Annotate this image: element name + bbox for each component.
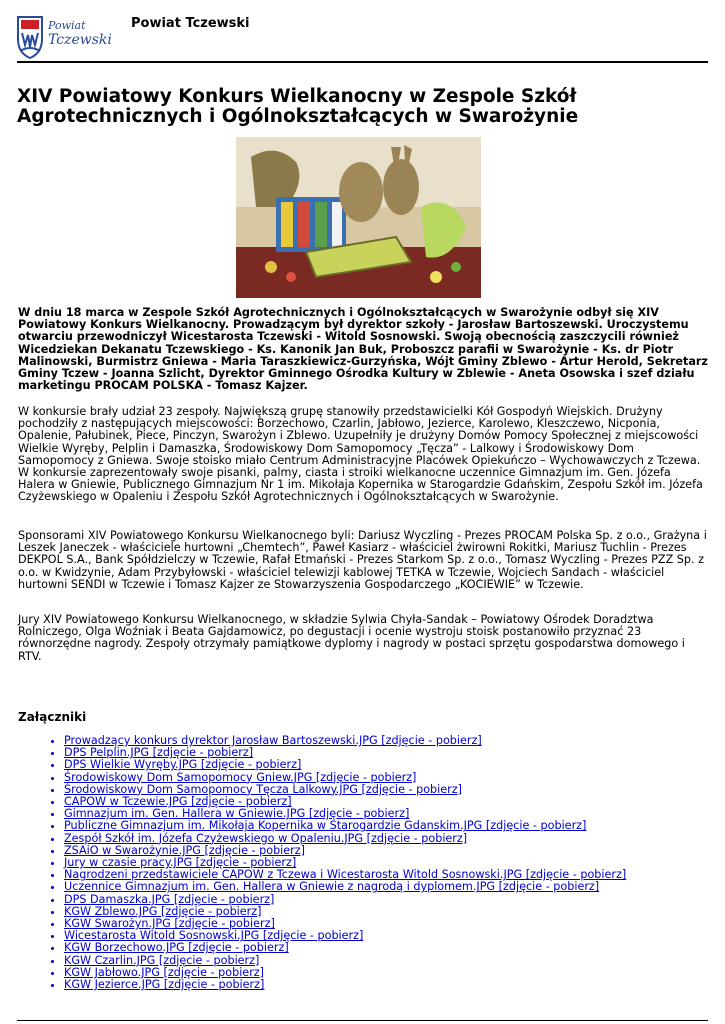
attachment-link[interactable]: KGW Jabłowo.JPG [zdjęcie - pobierz] xyxy=(64,965,265,979)
attachments-heading: Załączniki xyxy=(18,710,87,724)
attachment-link[interactable]: Środowiskowy Dom Samopomocy Gniew.JPG [zdjęcie - pobierz] xyxy=(64,770,417,784)
attachment-link[interactable]: Zespół Szkół im. Józefa Czyżewskiego w Opaleniu.JPG [zdjęcie - pobierz] xyxy=(64,831,468,845)
article-paragraph: Jury XIV Powiatowego Konkursu Wielkanocnego, w składzie Sylwia Chyła-Sandak – Powiatowy Ośrodek Doradztwa Rolniczego, Olga Woźniak i Beata Gajdamowicz, po degustacji i ocenie wystroju stoisk postanowiło przyznać 23 równorzędne nagrody. Zespoły otrzymały pamiątkowe dyplomy i nagrody w postaci sprzętu gospodarstwa domowego i RTV. xyxy=(18,613,685,663)
easter-display-photo-icon xyxy=(236,137,481,298)
attachment-link[interactable]: Publiczne Gimnazjum im. Mikołaja Kopernika w Starogardzie Gdanskim.JPG [zdjęcie - pobierz] xyxy=(64,819,587,833)
attachment-link[interactable]: DPS Damaszka.JPG [zdjęcie - pobierz] xyxy=(64,892,275,906)
powiat-logo[interactable] xyxy=(16,15,116,59)
article-lead: W dniu 18 marca w Zespole Szkół Agrotechnicznych i Ogólnokształcących w Swarożynie odbył się XIV Powiatowy Konkurs Wielkanocny. Prowadzącym był dyrektor szkoły - Jarosław Bartoszewski. Uroczystemu otwarciu przewodniczył Wicestarosta Tczewski - Witold Sosnowski. Swoją obecnością zaszczycili również Wicedziekan Dekanatu Tczewskiego - Ks. Kanonik Jan Buk, Proboszcz parafii w Swarożynie - Ks. dr Piotr Malinowski, Burmistrz Gniewa - Maria Taraszkiewicz-Gurzyńska, Wójt Gminy Zblewo - Artur Herold, Sekretarz Gminy Tczew - Joanna Szlicht, Dyrektor Gminnego Ośrodka Kultury w Zblewie - Aneta Osowska i szef działu marketingu PROCAM POLSKA - Tomasz Kajzer. xyxy=(18,306,708,393)
attachment-link[interactable]: KGW Borzechowo.JPG [zdjęcie - pobierz] xyxy=(64,941,289,955)
attachment-link[interactable]: Środowiskowy Dom Samopomocy Tęcza Lalkowy.JPG [zdjęcie - pobierz] xyxy=(64,782,462,796)
attachment-link[interactable]: Wicestarosta Witold Sosnowski.JPG [zdjęcie - pobierz] xyxy=(64,929,364,943)
article-photo xyxy=(236,137,481,298)
attachment-link[interactable]: DPS Pelplin.JPG [zdjęcie - pobierz] xyxy=(64,746,254,760)
header-divider xyxy=(17,61,708,63)
footer-divider xyxy=(17,1020,708,1021)
page-header xyxy=(0,0,725,62)
attachment-link[interactable]: DPS Wielkie Wyręby.JPG [zdjęcie - pobierz] xyxy=(64,758,302,772)
page-title: XIV Powiatowy Konkurs Wielkanocny w Zespole Szkół Agrotechnicznych i Ogólnokształcących w Swarożynie xyxy=(17,86,579,127)
logo-line-1: Powiat xyxy=(48,19,86,32)
attachment-link[interactable]: CAPOW w Tczewie.JPG [zdjęcie - pobierz] xyxy=(64,795,292,809)
attachment-link[interactable]: Prowadzący konkurs dyrektor Jarosław Bartoszewski.JPG [zdjęcie - pobierz] xyxy=(64,734,482,747)
site-name: Powiat Tczewski xyxy=(131,16,250,31)
attachment-link[interactable]: KGW Zblewo.JPG [zdjęcie - pobierz] xyxy=(64,904,262,918)
article-paragraph: W konkursie brały udział 23 zespoły. Największą grupę stanowiły przedstawicielki Kół Gospodyń Wiejskich. Drużyny pochodziły z następujących miejscowości: Borzechowo, Czarlin, Jabłowo, Jezierce, Karolewo, Kleszczewo, Nicponia, Opalenie, Pałubinek, Piece, Pinczyn, Swarożyn i Zblewo. Uzupełniły je drużyny Domów Pomocy Społecznej z miejscowości Wielkie Wyręby, Pelplin i Damaszka, Środowiskowy Dom Samopomocy „Tęcza” - Lalkowy i Środowiskowy Dom Samopomocy z Gniewa. Swoje stoisko miało Centrum Administracyjne Placówek Opiekuńczo – Wychowawczych z Tczewa. W konkursie zaprezentowały swoje pisanki, palmy, ciasta i stroiki wielkanocne uczennice Gimnazjum im. Gen. Józefa Halera w Gniewie, Publicznego Gimnazjum Nr 1 im. Mikołaja Kopernika w Starogardzie Gdańskim, Zespołu Szkół im. Józefa Czyżewskiego w Opaleniu i Zespołu Szkół Agrotechnicznych i Ogólnokształcących w Swarożynie. xyxy=(18,405,703,504)
attachment-link[interactable]: KGW Czarlin.JPG [zdjęcie - pobierz] xyxy=(64,953,260,967)
attachment-link[interactable]: KGW Jezierce.JPG [zdjęcie - pobierz] xyxy=(64,978,265,992)
logo-line-2: Tczewski xyxy=(48,32,112,48)
attachment-item xyxy=(64,979,725,991)
attachment-link[interactable]: Nagrodzeni przedstawiciele CAPOW z Tczewa i Wicestarosta Witold Sosnowski.JPG [zdjęcie - pobierz] xyxy=(64,868,627,882)
attachment-link[interactable]: Gimnazjum im. Gen. Hallera w Gniewie.JPG [zdjęcie - pobierz] xyxy=(64,807,410,821)
attachment-link[interactable]: KGW Swarożyn.JPG [zdjęcie - pobierz] xyxy=(64,917,275,931)
attachment-link[interactable]: Uczennice Gimnazjum im. Gen. Hallera w Gniewie z nagrodą i dyplomem.JPG [zdjęcie - pobierz] xyxy=(64,880,600,894)
attachment-link[interactable]: ZSAiO w Swarożynie.JPG [zdjęcie - pobierz] xyxy=(64,843,306,857)
attachments-list xyxy=(18,735,725,991)
attachment-link[interactable]: Jury w czasie pracy.JPG [zdjęcie - pobierz] xyxy=(64,856,297,870)
article-paragraph: Sponsorami XIV Powiatowego Konkursu Wielkanocnego byli: Dariusz Wyczling - Prezes PROCAM Polska Sp. z o.o., Grażyna i Leszek Janeczek - właściciele hurtowni „Chemtech”, Paweł Kasiarz - właściciel żwirowni Rokitki, Mariusz Tuchlin - Prezes DEKPOL S.A., Bank Spółdzielczy w Tczewie, Rafał Etmański - Prezes Starkom Sp. z o.o., Tomasz Wyczling - Prezes PZZ Sp. z o.o. w Kwidzynie, Adam Przybyłowski - właściciel telewizji kablowej TETKA w Tczewie, Wojciech Sandach - właściciel hurtowni SENDI w Tczewie i Tomasz Kajzer ze Stowarzyszenia Gospodarczego „KOCIEWIE” w Tczewie. xyxy=(18,529,707,591)
